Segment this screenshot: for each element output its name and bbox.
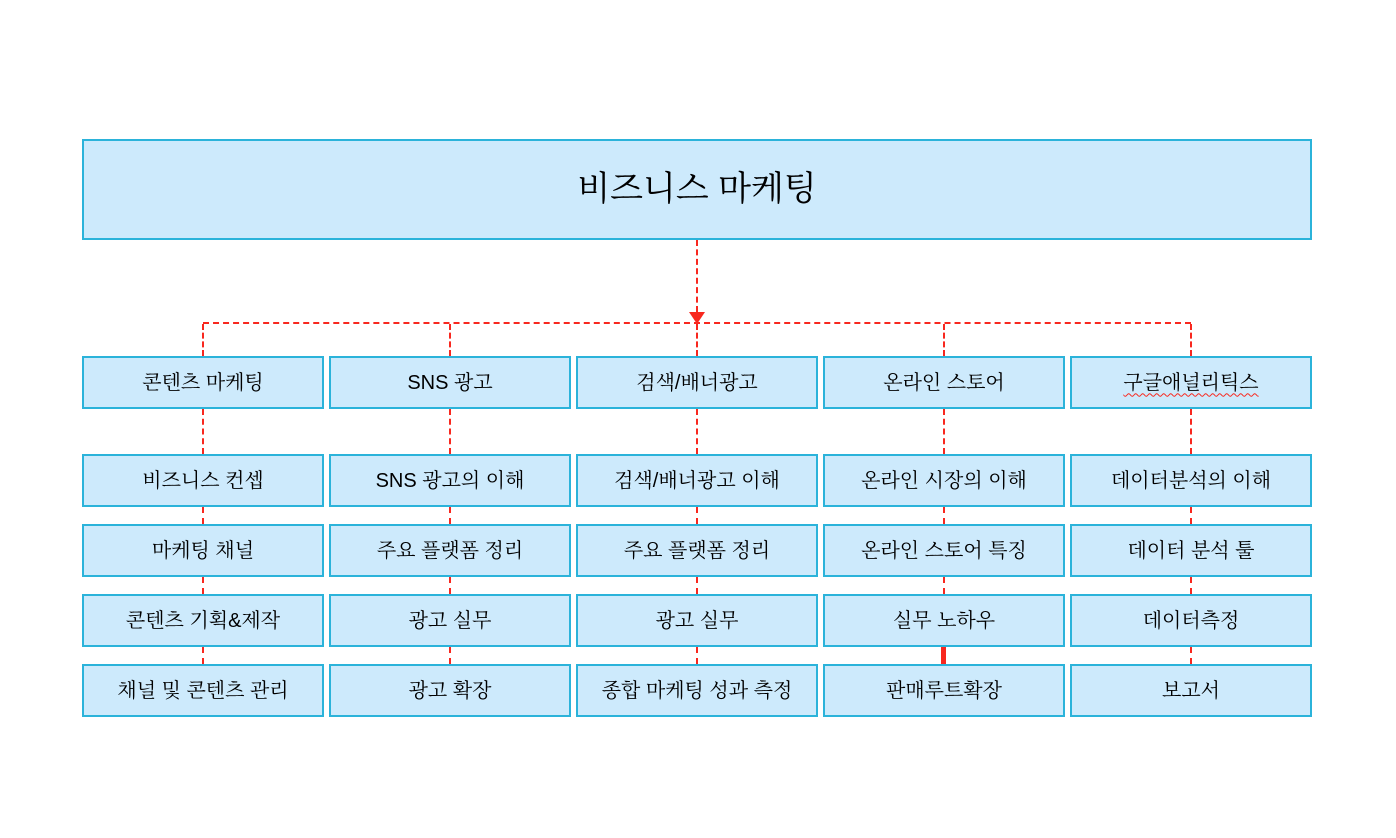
connector-drop-col3 xyxy=(696,324,698,356)
col4-item2-label: 온라인 스토어 특징 xyxy=(861,539,1027,562)
col4-item3-node xyxy=(823,594,1065,647)
col1-header-label: 콘텐츠 마케팅 xyxy=(142,371,264,394)
col5-item4-label: 보고서 xyxy=(1162,679,1220,702)
connector-col3-gap2 xyxy=(696,507,698,524)
connector-col3-gap3 xyxy=(696,577,698,594)
root-node xyxy=(82,139,1312,240)
col2-header-label: SNS 광고 xyxy=(407,371,493,394)
col1-item4-node xyxy=(82,664,324,717)
connector-col1-gap1 xyxy=(202,409,204,454)
col5-item1-label: 데이터분석의 이해 xyxy=(1110,469,1272,492)
col1-item1-node xyxy=(82,454,324,507)
col4-item2-node xyxy=(823,524,1065,577)
connector-col1-gap4 xyxy=(202,647,204,664)
connector-col5-gap4 xyxy=(1190,647,1192,664)
col5-item3-label: 데이터측정 xyxy=(1142,609,1240,632)
col5-header-node xyxy=(1070,356,1312,409)
col2-item1-label: SNS 광고의 이해 xyxy=(375,469,525,492)
col1-item2-node xyxy=(82,524,324,577)
connector-col5-gap1 xyxy=(1190,409,1192,454)
col5-item3-node xyxy=(1070,594,1312,647)
connector-col5-gap2 xyxy=(1190,507,1192,524)
col5-item1-node xyxy=(1070,454,1312,507)
col3-item2-node xyxy=(576,524,818,577)
col4-item4-node xyxy=(823,664,1065,717)
connector-drop-col2 xyxy=(449,324,451,356)
col1-item3-label: 콘텐츠 기획&제작 xyxy=(125,609,281,632)
col2-item3-label: 광고 실무 xyxy=(408,609,492,632)
col3-header-label: 검색/배너광고 xyxy=(636,371,758,394)
col1-header-node xyxy=(82,356,324,409)
col5-item2-node xyxy=(1070,524,1312,577)
connector-col2-gap1 xyxy=(449,409,451,454)
connector-col4-gap3 xyxy=(943,577,945,594)
col3-item3-label: 광고 실무 xyxy=(655,609,739,632)
col3-item3-node xyxy=(576,594,818,647)
connector-drop-col5 xyxy=(1190,324,1192,356)
connector-col2-gap4 xyxy=(449,647,451,664)
col5-header-label: 구글애널리틱스 xyxy=(1123,371,1259,394)
col3-header-node xyxy=(576,356,818,409)
connector-drop-col1 xyxy=(202,324,204,356)
connector-col4-gap1 xyxy=(943,409,945,454)
connector-col1-gap2 xyxy=(202,507,204,524)
col4-header-label: 온라인 스토어 xyxy=(883,371,1005,394)
col3-item1-node xyxy=(576,454,818,507)
col4-item3-label: 실무 노하우 xyxy=(892,609,996,632)
col4-header-node xyxy=(823,356,1065,409)
connector-drop-col4 xyxy=(943,324,945,356)
col2-item4-label: 광고 확장 xyxy=(408,679,492,702)
col5-item4-node xyxy=(1070,664,1312,717)
col2-item2-label: 주요 플랫폼 정리 xyxy=(376,539,524,562)
connector-col1-gap3 xyxy=(202,577,204,594)
col1-item1-label: 비즈니스 컨셉 xyxy=(142,469,264,492)
connector-trunk xyxy=(696,240,698,312)
col2-item1-node xyxy=(329,454,571,507)
connector-col3-gap4 xyxy=(696,647,698,664)
col2-header-node xyxy=(329,356,571,409)
col3-item1-label: 검색/배너광고 이해 xyxy=(614,469,780,492)
col1-item2-label: 마케팅 채널 xyxy=(151,539,255,562)
col2-item2-node xyxy=(329,524,571,577)
col3-item4-node xyxy=(576,664,818,717)
connector-col4-gap2 xyxy=(943,507,945,524)
root-node-label: 비즈니스 마케팅 xyxy=(577,170,817,209)
connector-col2-gap3 xyxy=(449,577,451,594)
col4-item4-label: 판매루트확장 xyxy=(886,679,1002,702)
col3-item4-label: 종합 마케팅 성과 측정 xyxy=(601,679,793,702)
connector-col5-gap3 xyxy=(1190,577,1192,594)
col2-item3-node xyxy=(329,594,571,647)
col1-item4-label: 채널 및 콘텐츠 관리 xyxy=(117,679,289,702)
col1-item3-node xyxy=(82,594,324,647)
connector-col3-gap1 xyxy=(696,409,698,454)
col2-item4-node xyxy=(329,664,571,717)
col3-item2-label: 주요 플랫폼 정리 xyxy=(623,539,771,562)
col5-item2-label: 데이터 분석 툴 xyxy=(1127,539,1255,562)
connector-col4-gap4 xyxy=(941,647,946,664)
col4-item1-label: 온라인 시장의 이해 xyxy=(861,469,1027,492)
connector-col2-gap2 xyxy=(449,507,451,524)
col4-item1-node xyxy=(823,454,1065,507)
